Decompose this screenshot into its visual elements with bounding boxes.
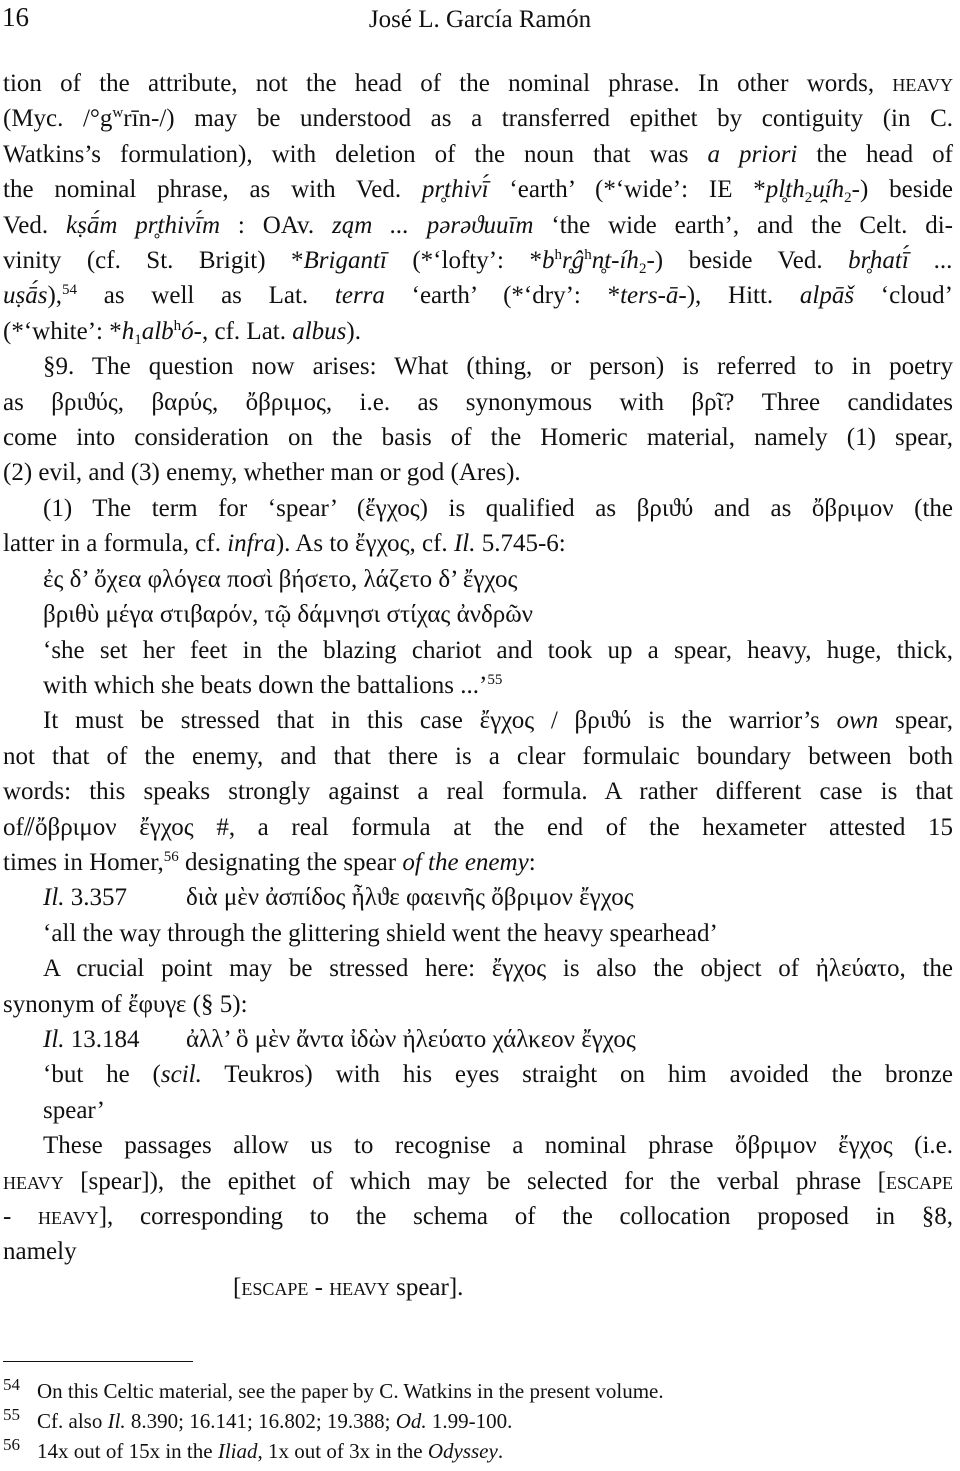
- conclusion-paragraph-line: heavy [spear]), the epithet of which may be selected for the verbal phrase [escape: [3, 1167, 953, 1195]
- footnote-ref-55: 55: [487, 671, 503, 688]
- translation-line: with which she beats down the battalions ...’$^{55}$: [43, 671, 503, 699]
- section-9-line: §9. The question now arises: What (thing, or person) is referred to in poetry: [43, 353, 953, 381]
- section-9-line: (2) evil, and (3) enemy, whether man or god (Ares).: [3, 459, 521, 487]
- conclusion-paragraph-line: - heavy], corresponding to the schema of the collocation proposed in §8,: [3, 1203, 953, 1230]
- main-text: [3, 66, 953, 1305]
- greek-verse-line: ἐς δ’ ὄχεα φλόγεα ποσὶ βήσετο, λάζετο δ’ ἔγχος: [43, 565, 518, 593]
- collocation-formula: [escape - heavy spear].: [233, 1273, 464, 1301]
- object-paragraph-line: A crucial point may be stressed here: ἔγχος is also the object of ἠλεύατο, the: [43, 955, 953, 983]
- footnote-ref-56: 56: [163, 848, 179, 865]
- translation-line: spear’: [43, 1096, 105, 1124]
- footnote-separator: [3, 1361, 193, 1362]
- formula-paragraph-line: It must be stressed that in this case ἔγχος / βριϑύ is the warrior’s own spear,: [43, 707, 954, 735]
- citation-iliad-13-184: Il. 13.184 ἀλλ’ ὃ μὲν ἄντα ἰδὼν ἠλεύατο χάλκεον ἔγχος: [43, 1025, 636, 1053]
- running-head-author: José L. García Ramón: [368, 6, 592, 33]
- translation-line: ‘but he (scil. Teukros) with his eyes straight on him avoided the bronze: [43, 1061, 953, 1089]
- translation-line: ‘she set her feet in the blazing chariot and took up a spear, heavy, huge, thick,: [43, 636, 953, 664]
- formula-paragraph-line: words: this speaks strongly against a real formula. A rather different case is that: [3, 778, 953, 806]
- paragraph-1-line: Watkins’s formulation), with deletion of the noun that was a priori the head of: [3, 140, 953, 168]
- spear-paragraph-line: latter in a formula, cf. infra). As to ἔγχος, cf. Il. 5.745-6:: [3, 530, 566, 558]
- paragraph-1-line: tion of the attribute, not the head of the nominal phrase. In other words, heavy: [3, 70, 953, 97]
- paragraph-1-line: vinity (cf. St. Brigit) *Brigantī (*‘lofty’: $*b^hr̥ĝ^hn̥t-íh_2-$) beside Ved. br̥hatī́ ...: [3, 247, 953, 278]
- footnote-55: 55 Cf. also Il. 8.390; 16.141; 16.802; 19.388; Od. 1.99-100.: [3, 1405, 513, 1433]
- translation-line: ‘all the way through the glittering shield went the heavy spearhead’: [43, 919, 718, 947]
- formula-paragraph-line: not that of the enemy, and that there is a clear formulaic boundary between both: [3, 742, 953, 770]
- formula-paragraph-line: of⫽ὄβριμον ἔγχος #, a real formula at the end of the hexameter attested 15: [3, 813, 953, 841]
- paragraph-1-line: (Myc. $/^\circ g^wrīn-/$) may be understood as a transferred epithet by contiguity (in C.: [3, 105, 953, 133]
- footnote-54: 54 On this Celtic material, see the paper by C. Watkins in the present volume.: [3, 1375, 664, 1403]
- paragraph-1-line: the nominal phrase, as with Ved. pr̥thivī́ ‘earth’ (*‘wide’: IE $*pl̥th_2u̯íh_2-$) beside: [3, 176, 954, 207]
- paragraph-1-line: (*‘white’: $*h_1alb^hó-$, cf. Lat. albus).: [3, 317, 361, 348]
- paragraph-1-line: uṣā́s),$^{54}$ as well as Lat. terra ‘earth’ (*‘dry’: *ters-ā-), Hitt. alpāš ‘cloud’: [3, 282, 953, 310]
- footnotes: [3, 1376, 953, 1466]
- object-paragraph-line: synonym of ἔφυγε (§ 5):: [3, 990, 248, 1018]
- section-9-line: come into consideration on the basis of the Homeric material, namely (1) spear,: [3, 424, 953, 452]
- citation-iliad-3-357: Il. 3.357 διὰ μὲν ἀσπίδος ἦλϑε φαεινῆς ὄβριμον ἔγχος: [43, 884, 634, 912]
- spear-paragraph-line: (1) The term for ‘spear’ (ἔγχος) is qualified as βριϑύ and as ὄβριμον (the: [43, 494, 953, 522]
- footnote-56: 56 14x out of 15x in the Iliad, 1x out of 3x in the Odyssey.: [3, 1435, 504, 1463]
- formula-paragraph-line: times in Homer,$^{56}$ designating the spear of the enemy:: [3, 848, 536, 876]
- section-9-line: as βριϑύς, βαρύς, ὄβριμος, i.e. as synonymous with βρῖ? Three candidates: [3, 388, 953, 416]
- greek-verse-line: βριθὺ μέγα στιβαρόν, τῷ δάμνησι στίχας ἀνδρῶν: [43, 601, 533, 629]
- page-number: 16: [2, 2, 29, 32]
- conclusion-paragraph-line: namely: [3, 1238, 77, 1266]
- running-header: [0, 2, 960, 38]
- conclusion-paragraph-line: These passages allow us to recognise a nominal phrase ὄβριμον ἔγχος (i.e.: [43, 1132, 953, 1160]
- paragraph-1-line: Ved. kṣā́m pr̥thivī́m : OAv. ząm ... pərəϑuuīm ‘the wide earth’, and the Celt. di-: [3, 211, 953, 239]
